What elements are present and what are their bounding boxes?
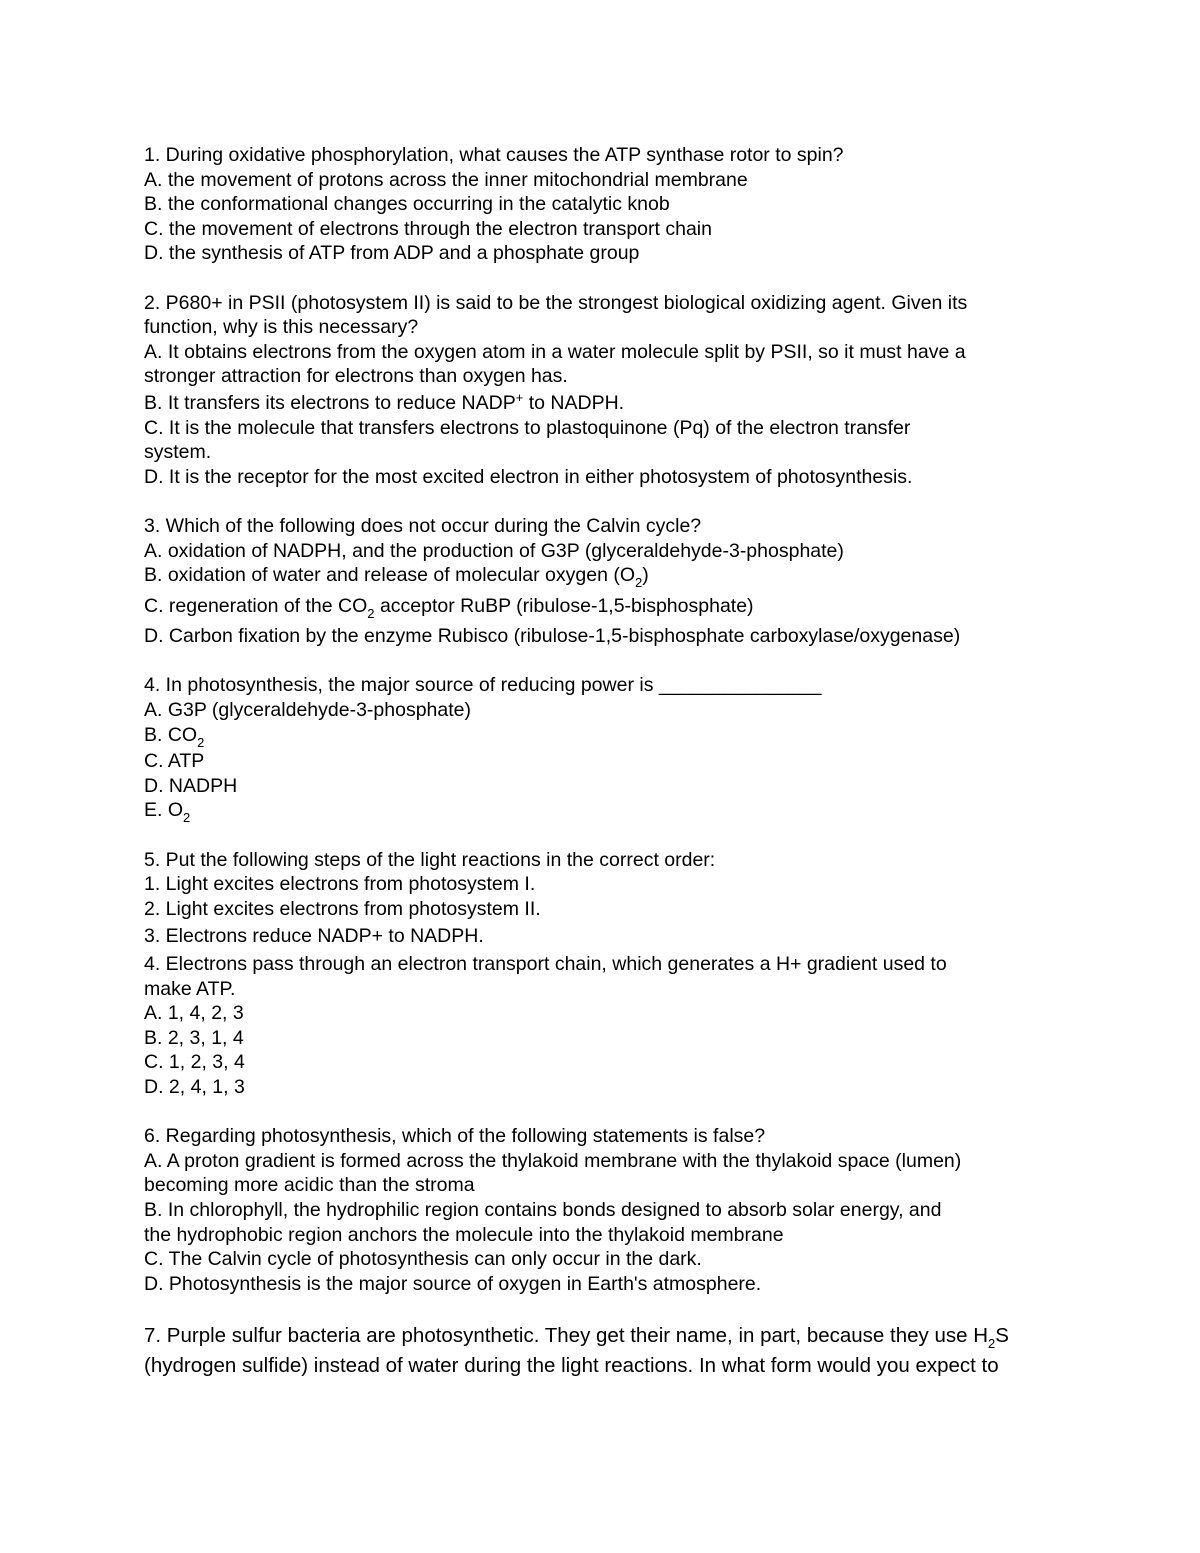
question-3-option-b-tail: ) [642, 564, 649, 587]
question-3-option-c-subscript: 2 [367, 605, 375, 621]
question-2 [144, 291, 1100, 490]
question-1 [144, 143, 1100, 266]
question-2-option-b [144, 391, 1100, 416]
question-6-option-d: D. Photosynthesis is the major source of oxygen in Earth's atmosphere. [144, 1272, 762, 1295]
question-7-line-2: (hydrogen sulfide) instead of water during the light reactions. In what form would you expect to [144, 1353, 999, 1377]
question-5-option-d: D. 2, 4, 1, 3 [144, 1075, 245, 1098]
question-2-option-b-superscript: + [515, 389, 524, 405]
question-3-option-a: A. oxidation of NADPH, and the production of G3P (glyceraldehyde-3-phosphate) [144, 539, 844, 562]
question-6-stem: 6. Regarding photosynthesis, which of the following statements is false? [144, 1125, 766, 1148]
question-2-stem-line-1: 2. P680+ in PSII (photosystem II) is said to be the strongest biological oxidizing agent. Given its [144, 291, 968, 314]
question-3-option-b-subscript: 2 [635, 575, 643, 591]
question-1-option-c: C. the movement of electrons through the electron transport chain [144, 217, 712, 240]
question-1-stem: 1. During oxidative phosphorylation, what causes the ATP synthase rotor to spin? [144, 144, 844, 166]
question-4-option-b-subscript: 2 [197, 734, 205, 750]
question-2-stem-line-2: function, why is this necessary? [144, 316, 419, 339]
question-4-option-e-subscript: 2 [183, 810, 191, 826]
question-1-option-b: B. the conformational changes occurring in the catalytic knob [144, 193, 670, 216]
question-3-option-c-text: C. regeneration of the CO [144, 594, 368, 617]
question-4-option-b [144, 723, 1100, 748]
question-4-option-e [144, 798, 1100, 826]
question-2-option-d: D. It is the receptor for the most excited electron in either photosystem of photosynthesis. [144, 465, 913, 488]
question-6-option-b-line-2: the hydrophobic region anchors the molecule into the thylakoid membrane [144, 1223, 784, 1246]
question-3-option-c-tail: acceptor RuBP (ribulose-1,5-bisphosphate) [374, 594, 754, 617]
question-4-option-d: D. NADPH [144, 774, 238, 797]
question-2-option-c-line-2: system. [144, 441, 212, 464]
question-7-line-1-text: 7. Purple sulfur bacteria are photosynthetic. They get their name, in part, because they use H [144, 1323, 989, 1347]
question-1-option-a: A. the movement of protons across the inner mitochondrial membrane [144, 168, 748, 191]
question-7-line-1 [144, 1321, 1100, 1351]
question-5-step-4-line-1: 4. Electrons pass through an electron transport chain, which generates a H+ gradient used to [144, 953, 947, 975]
question-4-stem: 4. In photosynthesis, the major source of reducing power is _______________ [144, 674, 822, 697]
question-4-option-c: C. ATP [144, 750, 205, 773]
question-4-option-a: A. G3P (glyceraldehyde-3-phosphate) [144, 699, 471, 722]
question-4 [144, 673, 1100, 826]
question-2-option-c-line-1: C. It is the molecule that transfers electrons to plastoquinone (Pq) of the electron transfer [144, 416, 911, 439]
question-2-option-a-line-2: stronger attraction for electrons than oxygen has. [144, 365, 568, 388]
question-6-option-a-line-1: A. A proton gradient is formed across the thylakoid membrane with the thylakoid space (lumen) [144, 1149, 962, 1172]
question-2-option-a-line-1: A. It obtains electrons from the oxygen atom in a water molecule split by PSII, so it must have a [144, 340, 966, 363]
question-3-option-b-text: B. oxidation of water and release of molecular oxygen (O [144, 564, 636, 587]
question-3-option-c [144, 594, 1100, 619]
question-3-option-d: D. Carbon fixation by the enzyme Rubisco (ribulose-1,5-bisphosphate carboxylase/oxygenase) [144, 625, 961, 648]
question-5-option-b: B. 2, 3, 1, 4 [144, 1026, 244, 1049]
question-7 [144, 1321, 1100, 1381]
question-3-option-b [144, 563, 1100, 591]
question-5-option-a: A. 1, 4, 2, 3 [144, 1002, 244, 1025]
question-5-step-3: 3. Electrons reduce NADP+ to NADPH. [144, 925, 484, 948]
question-6-option-c: C. The Calvin cycle of photosynthesis can only occur in the dark. [144, 1248, 702, 1271]
question-5-step-2: 2. Light excites electrons from photosystem II. [144, 897, 541, 920]
question-2-option-b-tail: to NADPH. [523, 391, 625, 414]
question-1-option-d: D. the synthesis of ATP from ADP and a phosphate group [144, 242, 640, 265]
question-6-option-b-line-1: B. In chlorophyll, the hydrophilic region contains bonds designed to absorb solar energy, and [144, 1198, 942, 1221]
question-7-line-1-subscript: 2 [988, 1335, 996, 1351]
question-5 [144, 848, 1100, 1100]
question-7-line-1-tail: S [995, 1323, 1009, 1347]
question-5-stem: 5. Put the following steps of the light reactions in the correct order: [144, 848, 716, 871]
question-5-step-1: 1. Light excites electrons from photosystem I. [144, 873, 536, 896]
question-4-option-b-text: B. CO [144, 723, 198, 746]
question-6-option-a-line-2: becoming more acidic than the stroma [144, 1174, 475, 1197]
question-5-step-4-line-2: make ATP. [144, 977, 236, 1000]
question-4-option-e-text: E. O [144, 799, 184, 822]
question-3-stem: 3. Which of the following does not occur during the Calvin cycle? [144, 514, 702, 537]
question-5-option-c: C. 1, 2, 3, 4 [144, 1051, 245, 1074]
question-3 [144, 514, 1100, 649]
question-2-option-b-text: B. It transfers its electrons to reduce NADP [144, 391, 516, 414]
question-6 [144, 1124, 1100, 1296]
